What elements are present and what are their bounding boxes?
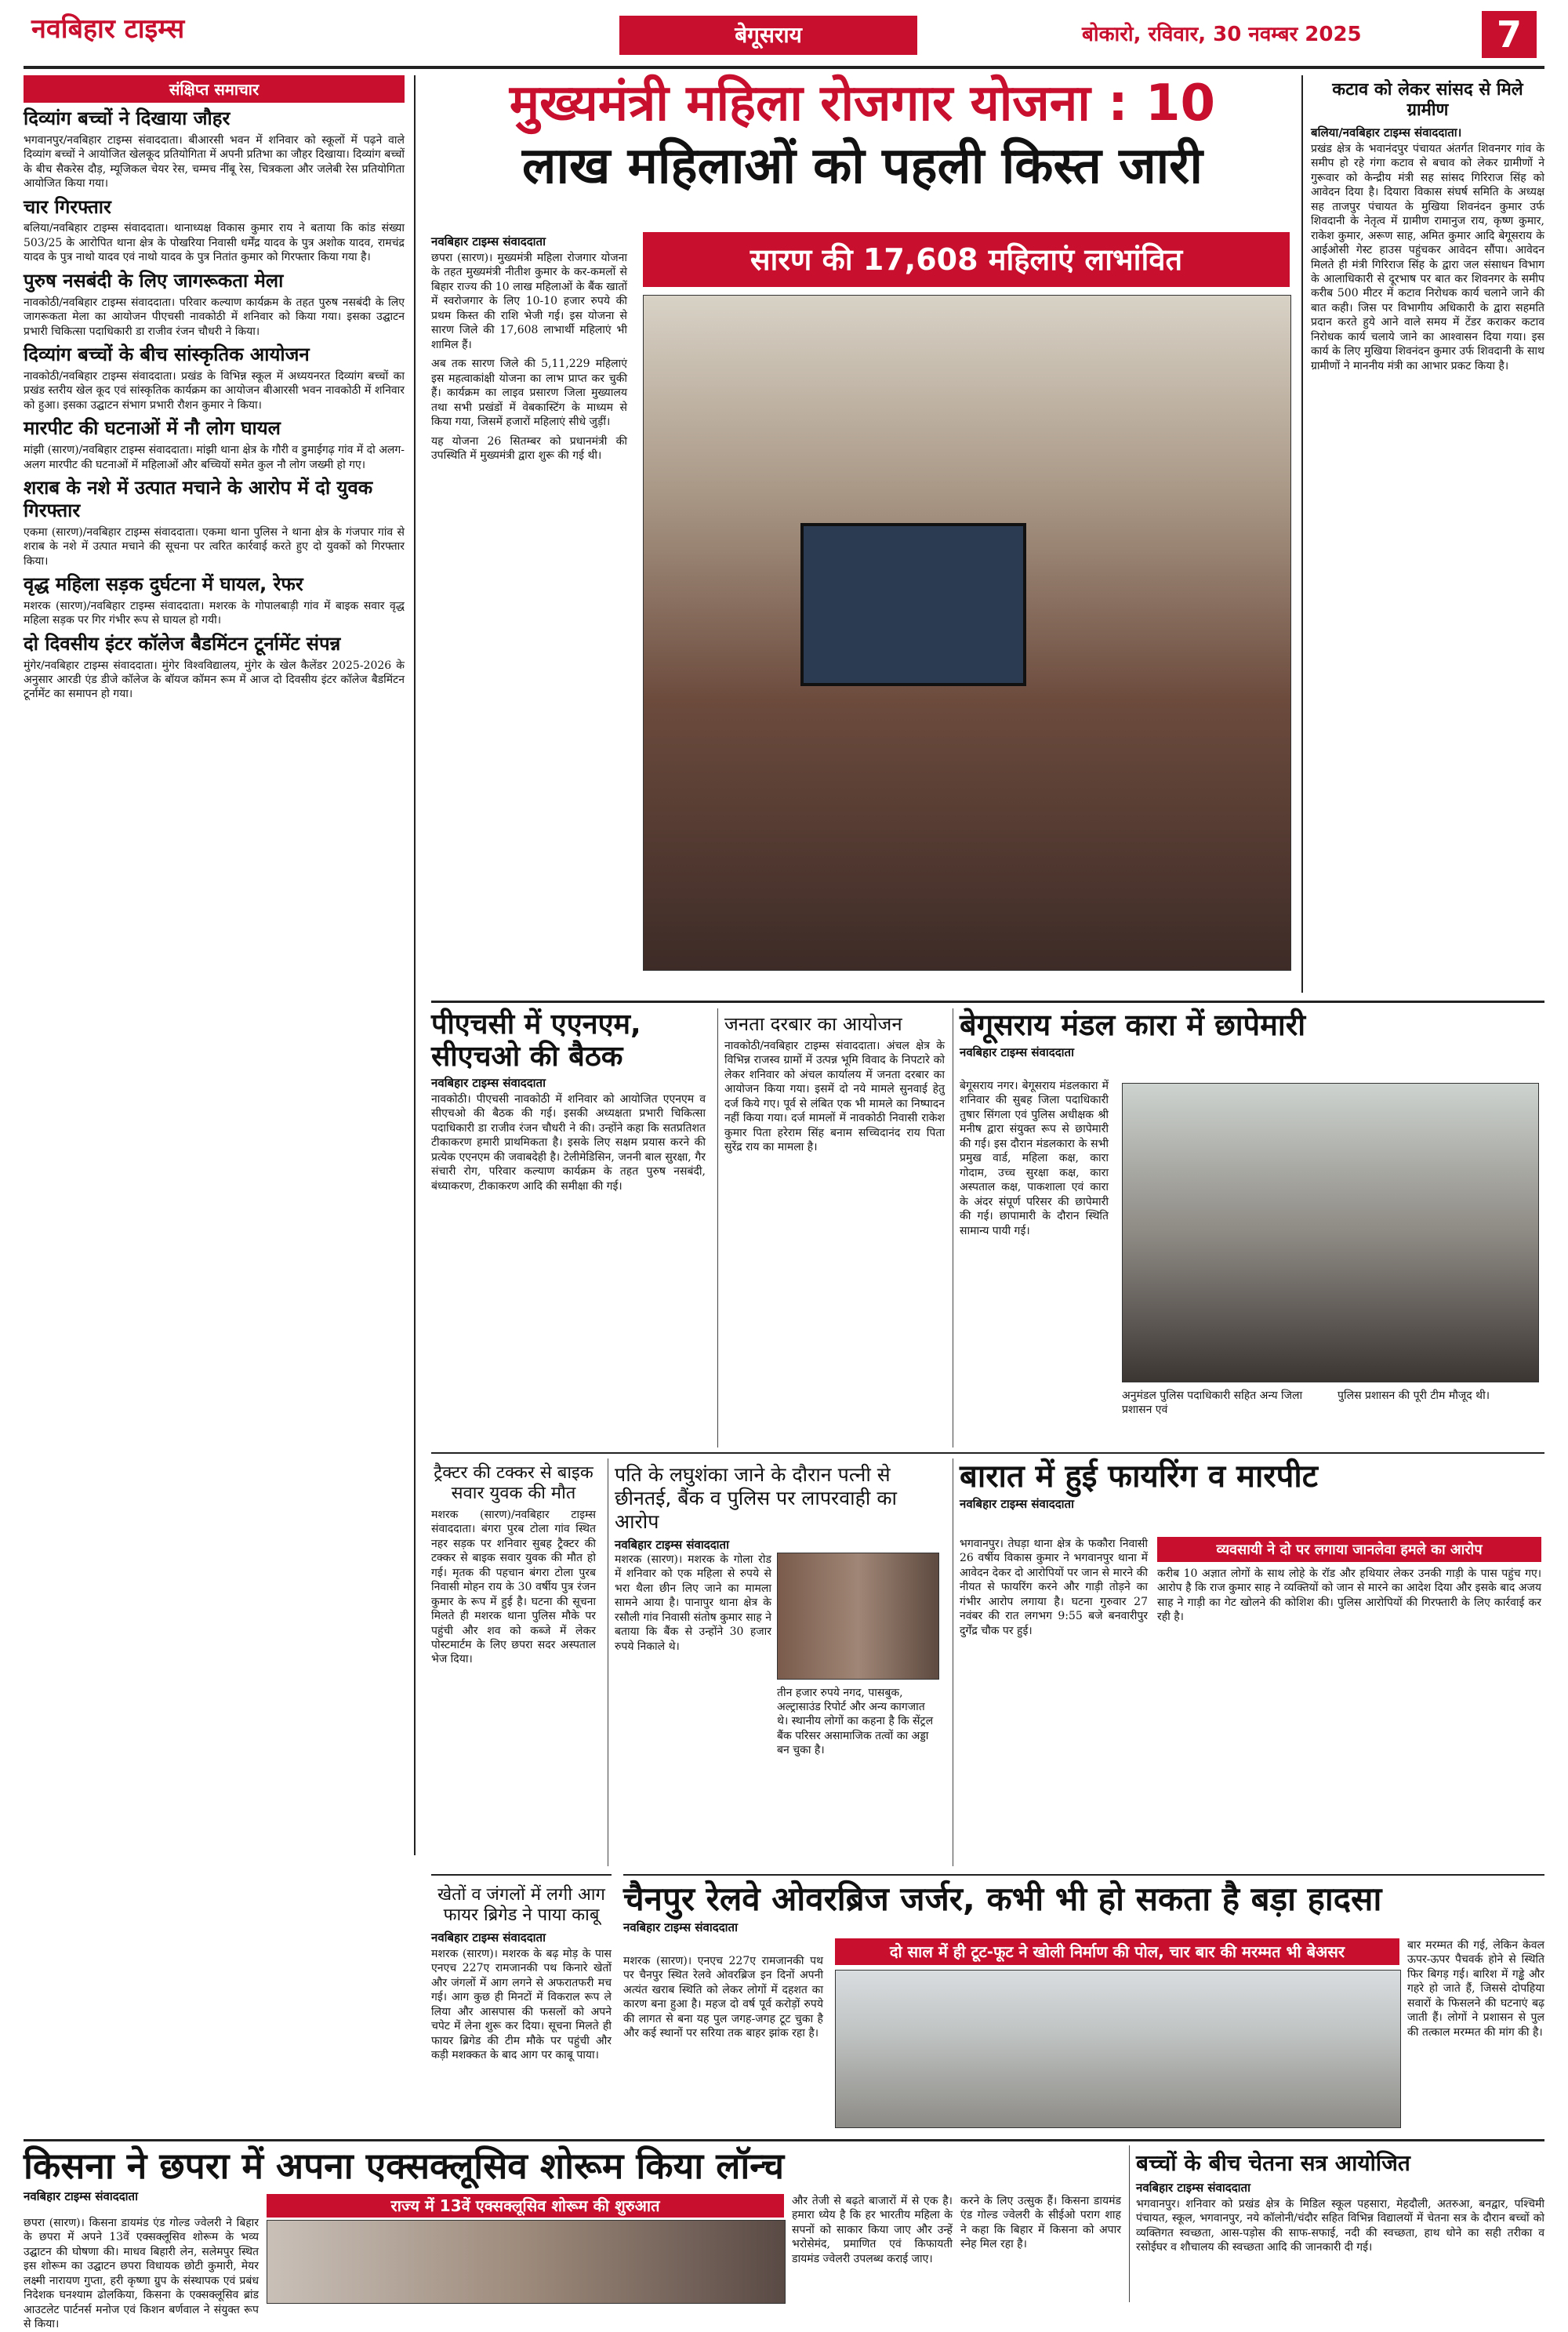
bank-text-column: [615, 1553, 771, 1658]
section-rule: [24, 2139, 1544, 2141]
phc-headline: पीएचसी में एएनएम, सीएचओ की बैठक: [431, 1008, 641, 1073]
jail-story: [953, 1008, 1544, 1448]
right-top-story: [1301, 75, 1544, 993]
brief-title: वृद्ध महिला सड़क दुर्घटना में घायल, रेफर: [24, 573, 303, 596]
kisna-text-column-2: [792, 2194, 953, 2302]
brief-title: चार गिरफ्तार: [24, 195, 111, 218]
section-rule: [431, 1001, 1544, 1003]
brief-item: [24, 573, 405, 628]
brief-title: शराब के नशे में उत्पात मचाने के आरोप में दो युवक गिरफ्तार: [24, 477, 373, 521]
bank-text: मशरक (सारण)। मशरक के गोला रोड में शनिवार को एक महिला से रुपये से भरा थैला छीन लिए जाने का मामला सामने आया है। पानापुर थाना क्षेत्र के रसौली गांव निवासी संतोष कुमार साह ने बताया कि बैंक से उन्होंने 30 हजार रुपये निकाले थे।: [615, 1553, 771, 1653]
jail-caption-1: अनुमंडल पुलिस पदाधिकारी सहित अन्य जिला प्रशासन एवं: [1122, 1389, 1303, 1417]
brief-text: नावकोठी/नवबिहार टाइम्स संवाददाता। प्रखंड के विभिन्न स्कूल में अध्ययनरत दिव्यांग बच्चों का प्रखंड स्तरीय खेल कूद एवं सांस्कृतिक कार्यक्रम का आयोजन बीआरसी भवन नावकोठी में शनिवार को हुआ। इसका उद्घाटन संभाग प्रभारी रौशन कुमार ने किया।: [24, 369, 405, 412]
baraat-sidebar: [1157, 1537, 1541, 1629]
masthead-rule: [24, 66, 1544, 69]
tractor-story: [431, 1458, 596, 1866]
bank-byline: नवबिहार टाइम्स संवाददाता: [615, 1538, 729, 1552]
screen-in-photo: [800, 523, 1026, 686]
brief-item: [24, 477, 405, 568]
kisna-headline: किसना ने छपरा में अपना एक्सक्लूसिव शोरूम किया लॉन्च: [24, 2145, 785, 2187]
kisna-text: छपरा (सारण)। किसना डायमंड एंड गोल्ड ज्वेलरी ने बिहार के छपरा में अपने 13वें एक्सक्लूसिव शोरूम के भव्य उद्घाटन की घोषणा की। माधव बिहारी लेन, सलेमपुर स्थित इस शोरूम का उद्घाटन छपरा विधायक छोटी कुमारी, मेयर लक्ष्मी नारायण गुप्ता, हरी कृष्णा ग्रुप के संस्थापक एवं प्रबंध निदेशक घनश्याम ढोलकिया, किसना के एक्सक्लूसिव ब्रांड आउटलेट पार्टनर्स मनोज एवं किशन बर्णवाल ने संयुक्त रूप से किया।: [24, 2217, 259, 2331]
newspaper-name: नवबिहार टाइम्स: [31, 13, 185, 45]
brief-title: दो दिवसीय इंटर कॉलेज बैडमिंटन टूर्नामेंट संपन्न: [24, 632, 341, 655]
brief-title: दिव्यांग बच्चों ने दिखाया जौहर: [24, 107, 230, 129]
brief-item: [24, 107, 405, 191]
bridge-story: [623, 1874, 1544, 2133]
lead-photo: [643, 295, 1291, 971]
lead-headline-2: लाख महिलाओं को पहली किस्त जारी: [522, 136, 1203, 195]
brief-text: मशरक (सारण)/नवबिहार टाइम्स संवाददाता। मशरक के गोपालबाड़ी गांव में बाइक सवार वृद्ध महिला सड़क पर गिर गंभीर रूप से घायल हो गयी।: [24, 599, 405, 627]
page-number: 7: [1482, 11, 1537, 58]
bank-photo: [777, 1553, 939, 1680]
phc-byline: नवबिहार टाइम्स संवाददाता: [431, 1075, 546, 1090]
bridge-headline: चैनपुर रेलवे ओवरब्रिज जर्जर, कभी भी हो सकता है बड़ा हादसा: [623, 1880, 1382, 1918]
baraat-text: भगवानपुर। तेघड़ा थाना क्षेत्र के फकौरा निवासी 26 वर्षीय विकास कुमार ने भगवानपुर थाना में आवेदन देकर दो आरोपियों पर जान से मारने की नीयत से फायरिंग करने और गाड़ी तोड़ने का गंभीर आरोप लगाया है। घटना गुरुवार 27 नवंबर की रात लगभग 9:55 बजे बनवारीपुर दुर्गेंद्र चौक पर हुई।: [960, 1538, 1148, 1637]
bridge-subbanner: दो साल में ही टूट-फूट ने खोली निर्माण की पोल, चार बार की मरम्मत भी बेअसर: [835, 1938, 1399, 1965]
kisna-byline: नवबिहार टाइम्स संवाददाता: [24, 2189, 138, 2203]
lead-story: [431, 75, 1294, 993]
janta-story: [717, 1008, 945, 1448]
chetna-headline: बच्चों के बीच चेतना सत्र आयोजित: [1136, 2150, 1410, 2176]
lead-text-2: अब तक सारण जिले की 5,11,229 महिलाएं इस महत्वाकांक्षी योजना का लाभ प्राप्त कर चुकी हैं। कार्यक्रम का लाइव प्रसारण जिला मुख्यालय तथा सभी प्रखंडों में वेबकास्टिंग के माध्यम से किया गया, जिसमें हजारों महिलाएं सीधे जुड़ीं।: [431, 358, 627, 429]
brief-item: [24, 417, 405, 472]
tractor-headline: ट्रैक्टर की टक्कर से बाइक सवार युवक की मौत: [434, 1463, 593, 1504]
lead-text-3: यह योजना 26 सितम्बर को प्रधानमंत्री की उपस्थिति में मुख्यमंत्री द्वारा शुरू की गई थी।: [431, 434, 627, 463]
lead-subhead: सारण की 17,608 महिलाएं लाभांवित: [643, 232, 1290, 287]
jail-photo: [1122, 1083, 1539, 1382]
bridge-byline: नवबिहार टाइम्स संवाददाता: [623, 1920, 738, 1935]
fire-byline: नवबिहार टाइम्स संवाददाता: [431, 1930, 546, 1945]
fire-story: [431, 1874, 612, 2133]
chetna-text: भगवानपुर। शनिवार को प्रखंड क्षेत्र के मिडिल स्कूल पहसारा, मेहदौली, अतरुआ, बनद्वार, पश्चिमी पंचायत, स्कूल, भगवानपुर, नये कॉलोनी/चंदौर सहित विभिन्न विद्यालयों में चेतना सत्र के दौरान बच्चों को व्यक्तिगत स्वच्छता, आस-पड़ोस की साफ-सफाई, नदी की स्वच्छता, हाथ धोने का सही तरीका व रसोईघर व शौचालय की स्वच्छता आदि की जानकारी दी गई।: [1136, 2197, 1544, 2254]
bridge-photo: [835, 1970, 1401, 2128]
brief-title: मारपीट की घटनाओं में नौ लोग घायल: [24, 417, 281, 440]
bank-caption: तीन हजार रुपये नगद, पासबुक, अल्ट्रासाउंड रिपोर्ट और अन्य कागजात थे। स्थानीय लोगों का कहना है कि सेंट्रल बैंक परिसर असामाजिक तत्वों का अड्डा बन चुका है।: [777, 1687, 934, 1756]
brief-item: [24, 270, 405, 339]
baraat-sidebar-text: करीब 10 अज्ञात लोगों के साथ लोहे के रॉड और हथियार लेकर उनकी गाड़ी के पास पहुंच गए। आरोप है कि राज कुमार साह ने व्यक्तियों को जान से मारने का आदेश दिया और इसके बाद अजय साह ने गाड़ी का गेट खोलने की कोशिश की। पुलिस आरोपियों की गिरफ्तारी के लिए कार्रवाई कर रही है।: [1157, 1567, 1541, 1624]
brief-title: दिव्यांग बच्चों के बीच सांस्कृतिक आयोजन: [24, 343, 310, 366]
issue-date: बोकारो, रविवार, 30 नवम्बर 2025: [1082, 23, 1362, 46]
fire-headline: खेतों व जंगलों में लगी आग फायर ब्रिगेड ने पाया काबू: [437, 1885, 605, 1926]
jail-caption-2: पुलिस प्रशासन की पूरी टीम मौजूद थी।: [1338, 1389, 1490, 1402]
brief-item: [24, 196, 405, 265]
phc-text: नावकोठी। पीएचसी नावकोठी में शनिवार को आयोजित एएनएम व सीएचओ की बैठक की गई। इसकी अध्यक्षता प्रभारी चिकित्सा पदाधिकारी डा राजीव रंजन चौधरी ने की। उन्होंने कहा कि सतप्रतिशत टीकाकरण हमारी प्राथमिकता है। इसके लिए सक्षम प्रयास करने की प्रत्येक एएनएम की जवाबदेही है। टेलीमेडिसिन, जननी बाल सुरक्षा, गैर संचारी रोग, परिवार कल्याण कार्यक्रम के तहत पुरुष नसबंदी, बंध्याकरण, टीकाकरण आदि की समीक्षा की गई।: [431, 1092, 706, 1193]
bridge-text-right-body: बार मरम्मत की गई, लेकिन केवल ऊपर-ऊपर पैचवर्क होने से स्थिति फिर बिगड़ गई। बारिश में गड्ढे और गहरे हो जाते हैं, जिससे दोपहिया सवारों के फिसलने की घटनाएं बढ़ जाती हैं। लोगों ने प्रशासन से पुल की तत्काल मरम्मत की मांग की है।: [1407, 1939, 1544, 2039]
brief-title: पुरुष नसबंदी के लिए जागरूकता मेला: [24, 269, 284, 292]
baraat-sidebar-title: व्यवसायी ने दो पर लगाया जानलेवा हमले का आरोप: [1157, 1537, 1541, 1562]
fire-text: मशरक (सारण)। मशरक के बढ़ मोड़ के पास एनएच 227ए रामजानकी पथ किनारे खेतों और जंगलों में आग लगने से अफरातफरी मच गई। आग कुछ ही मिनटों में विकराल रूप ले लिया और आसपास की फसलों को अपने चपेट में लेना शुरू कर दिया। सूचना मिलते ही फायर ब्रिगेड की टीम मौके पर पहुंची और कड़ी मशक्कत के बाद आग पर काबू पाया।: [431, 1947, 612, 2062]
brief-label: संक्षिप्त समाचार: [24, 75, 405, 103]
kisna-photo: [267, 2220, 786, 2304]
brief-text: नावकोठी/नवबिहार टाइम्स संवाददाता। परिवार कल्याण कार्यक्रम के तहत पुरुष नसबंदी के लिए जागरूकता मेला का आयोजन पीएचसी नावकोठी में शनिवार को किया गया। इसका उद्घाटन प्रभारी चिकित्सा पदाधिकारी डा राजीव रंजन चौधरी ने किया।: [24, 296, 405, 338]
chetna-story: [1129, 2145, 1544, 2302]
baraat-byline: नवबिहार टाइम्स संवाददाता: [960, 1497, 1074, 1511]
baraat-story: [953, 1458, 1544, 1866]
brief-text: भगवानपुर/नवबिहार टाइम्स संवाददाता। बीआरसी भवन में शनिवार को स्कूलों में पढ़ने वाले दिव्यांग बच्चों ने आयोजित खेलकूद प्रतियोगिता में अपनी प्रतिभा का जौहर दिखाया। दिव्यांग बच्चों के बीच सैकरेस दौड़, म्यूजिकल चेयर रेस, चम्मच नींबू रेस, चित्रकला और जलेबी रेस प्रतियोगिता आयोजित किया गया।: [24, 133, 405, 191]
phc-story: [431, 1008, 706, 1448]
jail-text-column: [960, 1079, 1109, 1377]
right-top-text: प्रखंड क्षेत्र के भवानंदपुर पंचायत अंतर्गत शिवनगर गांव के समीप हो रहे गंगा कटाव से बचाव को लेकर ग्रामीणों ने गुरूवार को केन्द्रीय मंत्री सह सांसद गिरिराज सिंह को आवेदन दिया है। दियारा विकास संघर्ष समिति के अध्यक्ष सह ताजपुर पंचायत के मुखिया शिवनंदन कुमार उर्फ शिवदानी के नेतृत्व में ग्रामीण रामानुज राय, कृष्ण कुमार, राकेश कुमार, अरूण साह, अमित कुमार आदि बेगूसराय के आईओसी गेस्ट हाउस पहुंचकर आवेदन सौंपा। आवेदन मिलते ही मंत्री गिरिराज सिंह के द्वारा जल संसाधन विभाग के आलाधिकारी से दूरभाष पर बात कर शिवनगर के समीप करीब 500 मीटर में कटाव निरोधक कार्य चलाने जाने की बात कही। जिस पर विभागीय अधिकारी के द्वारा सहमति प्रदान करते हुये आने वाले समय में टेंडर कराकर कटाव निरोधक कार्य चलाये जाने का आश्वासन दिया गया। इस कार्य के लिए मुखिया शिवनंदन कुमार उर्फ शिवदानी के साथ ग्रामीणों ने माननीय मंत्री का आभार प्रकट किया है।: [1311, 142, 1544, 372]
lead-text: छपरा (सारण)। मुख्यमंत्री महिला रोजगार योजना के तहत मुख्यमंत्री नीतीश कुमार के कर-कमलों से बिहार राज्य की 10 लाख महिलाओं के बैंक खातों में स्वरोजगार के लिए 10-10 हजार रुपये की प्रथम किस्त की राशि भेजी गई। इस योजना से सारण जिले की 17,608 लाभार्थी महिलाएं भी शामिल हैं।: [431, 252, 627, 351]
kisna-text-column-3: [960, 2194, 1121, 2302]
brief-text: बलिया/नवबिहार टाइम्स संवाददाता। थानाध्यक्ष विकास कुमार राय ने बताया कि कांड संख्या 503/25 के आरोपित थाना क्षेत्र के पोखरिया निवासी धर्मेंद्र यादव के पुत्र अशोक यादव, रामचंद्र यादव के पुत्र नाथो यादव एवं नाथो यादव के पुत्र नितांत कुमार को गिरफ्तार किया गया है।: [24, 222, 405, 264]
brief-item: [24, 633, 405, 702]
section-name: बेगूसराय: [619, 16, 917, 55]
bridge-text-right: [1407, 1938, 1544, 2044]
brief-item: [24, 343, 405, 412]
kisna-text-2: और तेजी से बढ़ते बाजारों में से एक है। हमारा ध्येय है कि हर भारतीय महिला के सपनों को साकार किया जाए और उन्हें भरोसेमंद, प्रमाणित एवं किफायती डायमंड ज्वेलरी उपलब्ध कराई जाए।: [792, 2195, 953, 2265]
kisna-story: [24, 2145, 1121, 2331]
janta-text: नावकोठी/नवबिहार टाइम्स संवाददाता। अंचल क्षेत्र के विभिन्न राजस्व ग्रामों में उत्पन्न भूमि विवाद के निपटारे को लेकर शनिवार को अंचल कार्यालय में जनता दरबार का आयोजन किया गया। इसमें दो नये मामले सुनवाई हेतु दर्ज किये गए। पूर्व से लंबित एक भी मामले का निष्पादन नहीं किया गया। दर्ज मामलों में नावकोठी निवासी राकेश कुमार पिता हरेराम सिंह बनाम सच्चिदानंद राय पिता सुरेंद्र राय का मामला है।: [724, 1039, 945, 1154]
lead-byline: नवबिहार टाइम्स संवाददाता: [431, 234, 546, 249]
brief-text: मुंगेर/नवबिहार टाइम्स संवाददाता। मुंगेर विश्वविद्यालय, मुंगेर के खेल कैलेंडर 2025-2026 के अनुसार आरडी एंड डीजे कॉलेज के बॉयज कॉमन रूम में आज दो दिवसीय इंटर कॉलेज बैडमिंटन टूर्नामेंट का समापन हो गया।: [24, 659, 405, 701]
kisna-banner: राज्य में 13वें एक्सक्लूसिव शोरूम की शुरुआत: [267, 2194, 784, 2218]
bridge-text-column: [623, 1954, 823, 2046]
brief-text: एकमा (सारण)/नवबिहार टाइम्स संवाददाता। एकमा थाना पुलिस ने थाना क्षेत्र के गंजपार गांव से शराब के नशे में उत्पात मचाने की सूचना पर त्वरित कार्रवाई करते हुए दो युवकों को गिरफ्तार किया।: [24, 525, 405, 568]
kisna-text-column: [24, 2216, 259, 2331]
chetna-byline: नवबिहार टाइम्स संवाददाता: [1136, 2180, 1250, 2195]
tractor-text: मशरक (सारण)/नवबिहार टाइम्स संवाददाता। बंगरा पुरब टोला गांव स्थित नहर सड़क पर शनिवार सुबह ट्रैक्टर की टक्कर से बाइक सवार युवक की मौत हो गई। मृतक की पहचान बंगरा टोला पुरब निवासी मोहन राय के 30 वर्षीय पुत्र रंजन कुमार के रूप में हुई है। घटना की सूचना मिलते ही मशरक थाना पुलिस मौके पर पहुंची और शव को कब्जे में लेकर पोस्टमार्टम के लिए छपरा सदर अस्पताल भेज दिया।: [431, 1508, 596, 1666]
bank-story: [608, 1458, 945, 1866]
brief-text: मांझी (सारण)/नवबिहार टाइम्स संवाददाता। मांझी थाना क्षेत्र के गौरी व डुमाईगढ़ गांव में दो अलग-अलग मारपीट की घटनाओं में महिलाओं और बच्चियों समेत कुल नौ लोग जख्मी हो गए।: [24, 444, 405, 471]
lead-headline-1: मुख्यमंत्री महिला रोजगार योजना : 10: [509, 74, 1216, 133]
right-top-headline: कटाव को लेकर सांसद से मिले ग्रामीण: [1332, 80, 1523, 121]
janta-headline: जनता दरबार का आयोजन: [724, 1013, 902, 1035]
bank-headline: पति के लघुशंका जाने के दौरान पत्नी से छीनतई, बैंक व पुलिस पर लापरवाही का आरोप: [615, 1463, 898, 1533]
jail-text: बेगूसराय नगर। बेगूसराय मंडलकारा में शनिवार की सुबह जिला पदाधिकारी तुषार सिंगला एवं पुलिस अधीक्षक श्री मनीष द्वारा संयुक्त रूप से छापेमारी की गई। इस दौरान मंडलकारा के सभी प्रमुख वार्ड, महिला कक्ष, कारा गोदाम, उच्च सुरक्षा कक्ष, कारा अस्पताल कक्ष, पाकशाला एवं कारा के अंदर संपूर्ण परिसर की छापेमारी की गई। छापामारी के दौरान स्थिति सामान्य पायी गई।: [960, 1080, 1109, 1237]
brief-column: [24, 75, 416, 1855]
jail-headline: बेगूसराय मंडल कारा में छापेमारी: [960, 1008, 1306, 1042]
kisna-text-3: करने के लिए उत्सुक हैं। किसना डायमंड एंड गोल्ड ज्वेलरी के सीईओ पराग शाह ने कहा कि बिहार में किसना को अपार स्नेह मिल रहा है।: [960, 2195, 1121, 2251]
lead-text-column: [431, 232, 627, 985]
baraat-text-column: [960, 1537, 1148, 1643]
bridge-text: मशरक (सारण)। एनएच 227ए रामजानकी पथ पर चैनपुर स्थित रेलवे ओवरब्रिज इन दिनों अपनी अत्यंत खराब स्थिति को लेकर लोगों में दहशत का कारण बना हुआ है। महज दो वर्ष पूर्व करोड़ों रुपये की लागत से बना यह पुल जगह-जगह टूट चुका है और कई स्थानों पर सरिया तक बाहर झांक रहा है।: [623, 1955, 823, 2040]
baraat-headline: बारात में हुई फायरिंग व मारपीट: [960, 1458, 1318, 1495]
right-top-byline: बलिया/नवबिहार टाइम्स संवाददाता।: [1311, 125, 1462, 140]
section-rule: [431, 1452, 1544, 1454]
jail-byline: नवबिहार टाइम्स संवाददाता: [960, 1044, 1074, 1059]
